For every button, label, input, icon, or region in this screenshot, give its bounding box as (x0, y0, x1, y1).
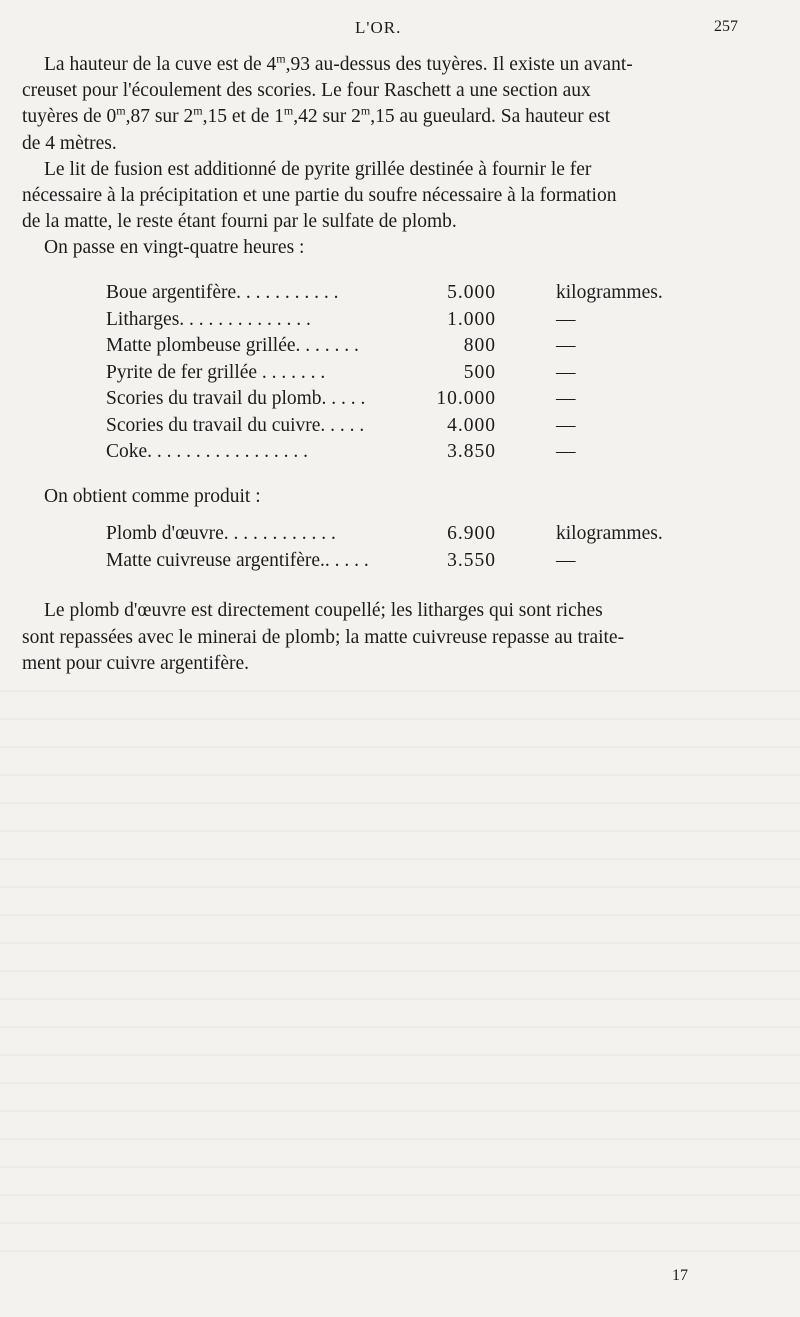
page-number: 257 (714, 18, 738, 35)
table-row: Boue argentifère. . . . . . . . . . . 5.000 kilogrammes. (106, 282, 663, 303)
running-title: L'OR. (355, 18, 402, 37)
table-row: Scories du travail du cuivre. . . . . 4.000 — (106, 414, 576, 436)
body-text (22, 52, 742, 262)
paragraph-closing: Le plomb d'œuvre est directement coupellé; les litharges qui sont riches sont repassées avec le minerai de plomb; la matte cuivreuse repasse au traite- ment pour cuivre argentifère. (22, 600, 625, 674)
product-table (106, 523, 706, 576)
running-header (0, 18, 800, 44)
paragraph-fusion-bed: Le lit de fusion est additionné de pyrite grillée destinée à fournir le fer nécessaire à la précipitation et une partie du soufre nécessaire à la formation de la matte, le reste étant fourni par le sulfate de plomb. (22, 158, 617, 233)
signature-mark: 17 (672, 1267, 688, 1284)
table-row: Matte plombeuse grillée. . . . . . . 800 — (106, 335, 576, 356)
table-row: Matte cuivreuse argentifère.. . . . . 3.550 — (106, 549, 576, 571)
table-row: Coke. . . . . . . . . . . . . . . . . 3.850 — (106, 441, 576, 462)
table-row: Litharges. . . . . . . . . . . . . . 1.000 — (106, 308, 576, 330)
table-row: Scories du travail du plomb. . . . . 10.000 — (106, 388, 576, 409)
show-through-text (0, 690, 800, 1260)
charge-table (106, 282, 706, 468)
table-row: Pyrite de fer grillée . . . . . . . 500 — (106, 361, 576, 383)
paragraph-charge-intro: On passe en vingt-quatre heures : (44, 237, 305, 259)
paragraph-furnace: La hauteur de la cuve est de 4$^m$,93 au-dessus des tuyères. Il existe un avant- creuset pour l'écoulement des scories. Le four Raschett a une section aux tuyères de 0$^m$,87 sur 2$^m$,15 et de 1$^m$,42 sur 2$^m$,15 au gueulard. Sa hauteur est de 4 mètres. (22, 51, 633, 154)
table-row: Plomb d'œuvre. . . . . . . . . . . . 6.900 kilogrammes. (106, 523, 663, 544)
product-intro: On obtient comme produit : (44, 486, 261, 507)
